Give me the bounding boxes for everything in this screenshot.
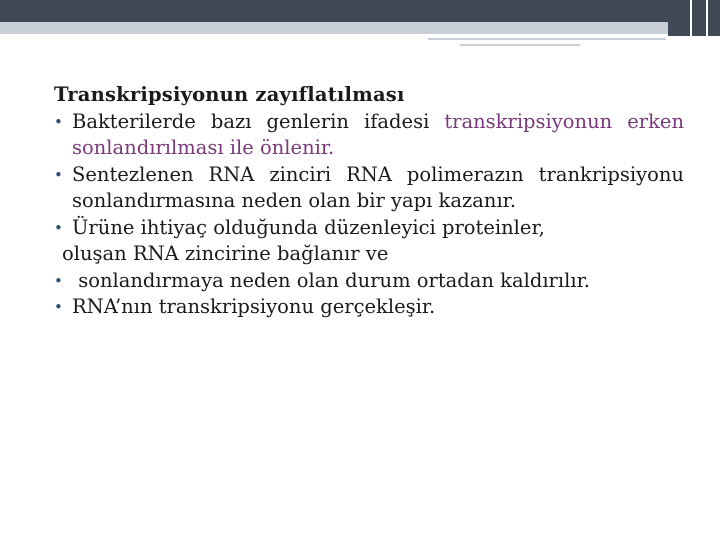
bullet-icon: •	[54, 271, 63, 290]
bullet-text: oluşan RNA zincirine bağlanır ve	[62, 242, 389, 265]
decorative-rule	[428, 38, 666, 40]
bullet-item	[54, 294, 684, 321]
slide-content	[54, 82, 684, 321]
corner-divider-line	[690, 0, 692, 36]
corner-divider-line	[706, 0, 708, 36]
corner-decoration	[668, 0, 720, 36]
bullet-icon: •	[54, 165, 63, 184]
bullet-icon: •	[54, 112, 63, 131]
header-stripe	[0, 22, 720, 34]
bullet-item	[54, 109, 684, 162]
bullet-item	[54, 162, 684, 215]
slide-title: Transkripsiyonun zayıflatılması	[54, 83, 405, 106]
bullet-icon: •	[54, 298, 63, 316]
bullet-item	[54, 241, 684, 268]
bullet-icon: •	[54, 218, 63, 237]
bullet-item	[54, 215, 684, 242]
decorative-rule	[460, 44, 580, 46]
bullet-text: Sentezlenen RNA zinciri RNA polimerazın trankripsiyonu sonlandırmasına neden olan bir yapı kazanır.	[72, 162, 684, 212]
bullet-text: Bakterilerde bazı genlerin ifadesi	[72, 109, 445, 133]
bullet-text: RNA’nın transkripsiyonu gerçekleşir.	[72, 295, 436, 318]
bullet-text: Ürüne ihtiyaç olduğunda düzenleyici proteinler,	[72, 215, 545, 239]
bullet-item	[54, 268, 684, 295]
bullet-highlight-text: transkripsiyonun erken sonlandırılması ile önlenir.	[72, 109, 685, 159]
header-bar	[0, 0, 720, 22]
bullet-text: sonlandırmaya neden olan durum ortadan kaldırılır.	[72, 268, 590, 292]
